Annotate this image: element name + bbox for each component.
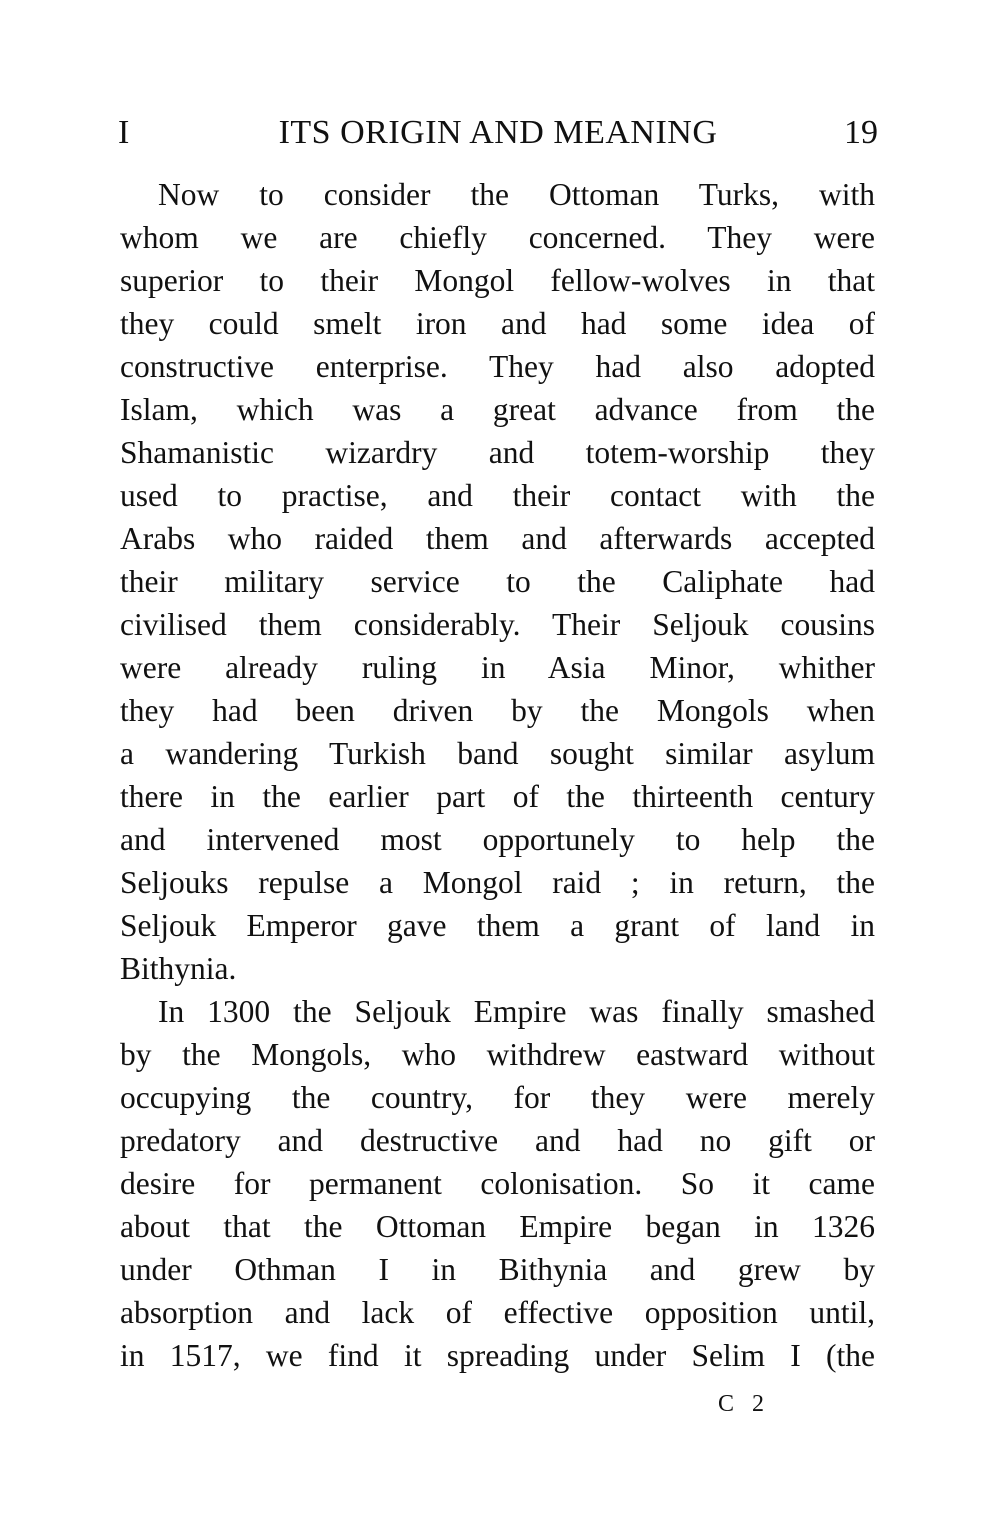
text-line: were already ruling in Asia Minor, whither — [120, 650, 875, 685]
text-line: by the Mongols, who withdrew eastward without — [120, 1037, 875, 1072]
text-line: constructive enterprise. They had also adopted — [120, 349, 875, 384]
text-line: Shamanistic wizardry and totem-worship they — [120, 435, 875, 470]
text-line: Islam, which was a great advance from the — [120, 392, 875, 427]
text-line: they could smelt iron and had some idea of — [120, 306, 875, 341]
chapter-number: I — [118, 114, 130, 151]
text-line: in 1517, we find it spreading under Selim I (the — [120, 1338, 875, 1373]
text-line: whom we are chiefly concerned. They were — [120, 220, 875, 255]
text-line: absorption and lack of effective opposition until, — [120, 1295, 875, 1330]
text-line: Seljouks repulse a Mongol raid ; in return, the — [120, 865, 875, 900]
text-line: about that the Ottoman Empire began in 1326 — [120, 1209, 875, 1244]
text-line: Now to consider the Ottoman Turks, with — [158, 177, 875, 212]
text-line: there in the earlier part of the thirteenth century — [120, 779, 875, 814]
text-line: Bithynia. — [120, 951, 237, 986]
text-line: they had been driven by the Mongols when — [120, 693, 875, 728]
text-line: and intervened most opportunely to help the — [120, 822, 875, 857]
text-line: a wandering Turkish band sought similar asylum — [120, 736, 875, 771]
text-line: superior to their Mongol fellow-wolves in that — [120, 263, 875, 298]
running-header — [118, 108, 878, 158]
page-number: 19 — [844, 114, 878, 151]
text-line: occupying the country, for they were merely — [120, 1080, 875, 1115]
text-line: under Othman I in Bithynia and grew by — [120, 1252, 875, 1287]
text-line: In 1300 the Seljouk Empire was finally smashed — [158, 994, 875, 1029]
running-title: ITS ORIGIN AND MEANING — [278, 114, 718, 151]
text-line: used to practise, and their contact with the — [120, 478, 875, 513]
text-line: their military service to the Caliphate had — [120, 564, 875, 599]
text-line: desire for permanent colonisation. So it came — [120, 1166, 875, 1201]
signature-mark: C 2 — [718, 1391, 771, 1417]
body-text — [120, 173, 875, 1377]
text-line: Seljouk Emperor gave them a grant of land in — [120, 908, 875, 943]
text-line: predatory and destructive and had no gift or — [120, 1123, 875, 1158]
text-line: civilised them considerably. Their Seljouk cousins — [120, 607, 875, 642]
text-line: Arabs who raided them and afterwards accepted — [120, 521, 875, 556]
